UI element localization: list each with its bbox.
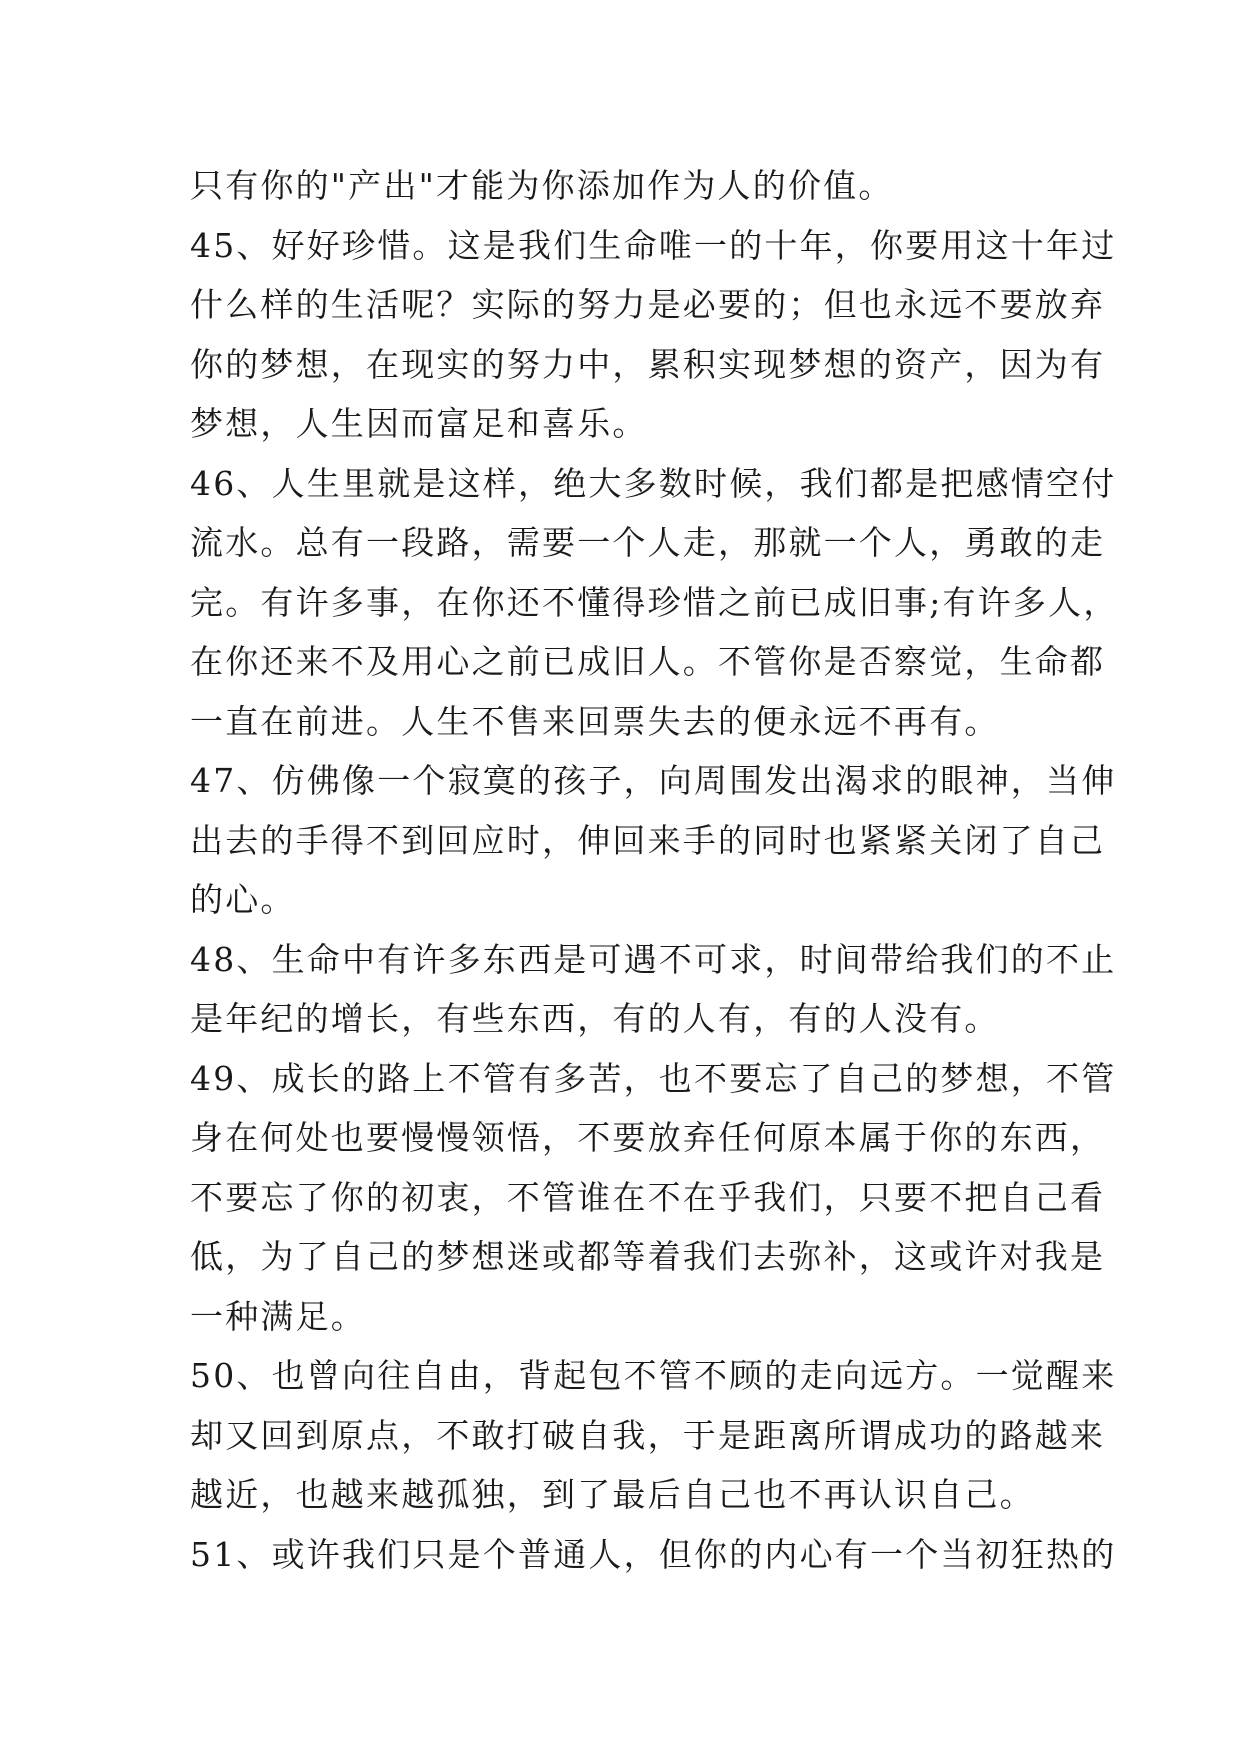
text-line: 46、人生里就是这样，绝大多数时候，我们都是把感情空付	[190, 463, 1117, 503]
text-line: 45、好好珍惜。这是我们生命唯一的十年，你要用这十年过	[190, 225, 1117, 265]
text-line: 48、生命中有许多东西是可遇不可求，时间带给我们的不止	[190, 939, 1117, 979]
text-line: 你的梦想，在现实的努力中，累积实现梦想的资产，因为有	[190, 344, 1106, 384]
text-line: 在你还来不及用心之前已成旧人。不管你是否察觉，生命都	[190, 642, 1106, 681]
text-line: 身在何处也要慢慢领悟，不要放弃任何原本属于你的东西，	[190, 1118, 1106, 1157]
text-line: 完。有许多事，在你还不懂得珍惜之前已成旧事;有许多人，	[190, 582, 1119, 622]
text-line: 越近，也越来越孤独，到了最后自己也不再认识自己。	[190, 1475, 1035, 1514]
text-line: 却又回到原点，不敢打破自我，于是距离所谓成功的路越来	[190, 1415, 1106, 1455]
text-line: 49、成长的路上不管有多苦，也不要忘了自己的梦想，不管	[190, 1058, 1117, 1098]
text-line: 51、或许我们只是个普通人，但你的内心有一个当初狂热的	[190, 1534, 1117, 1574]
text-line: 梦想，人生因而富足和喜乐。	[190, 404, 648, 443]
text-line: 低，为了自己的梦想迷或都等着我们去弥补，这或许对我是	[190, 1237, 1106, 1276]
text-line: 一种满足。	[190, 1296, 366, 1336]
text-line: 50、也曾向往自由，背起包不管不顾的走向远方。一觉醒来	[190, 1356, 1117, 1395]
text-line: 流水。总有一段路，需要一个人走，那就一个人，勇敢的走	[190, 523, 1106, 562]
text-line: 一直在前进。人生不售来回票失去的便永远不再有。	[190, 701, 1000, 741]
text-line: 的心。	[190, 880, 296, 919]
text-line: 47、仿佛像一个寂寞的孩子，向周围发出渴求的眼神，当伸	[190, 761, 1117, 800]
text-line: 什么样的生活呢？实际的努力是必要的；但也永远不要放弃	[190, 285, 1106, 324]
text-line: 只有你的"产出"才能为你添加作为人的价值。	[190, 166, 894, 205]
text-line: 不要忘了你的初衷，不管谁在不在乎我们，只要不把自己看	[190, 1177, 1106, 1217]
text-line: 出去的手得不到回应时，伸回来手的同时也紧紧关闭了自己	[190, 820, 1106, 860]
text-line: 是年纪的增长，有些东西，有的人有，有的人没有。	[190, 999, 1000, 1038]
body-text	[190, 156, 1119, 1584]
